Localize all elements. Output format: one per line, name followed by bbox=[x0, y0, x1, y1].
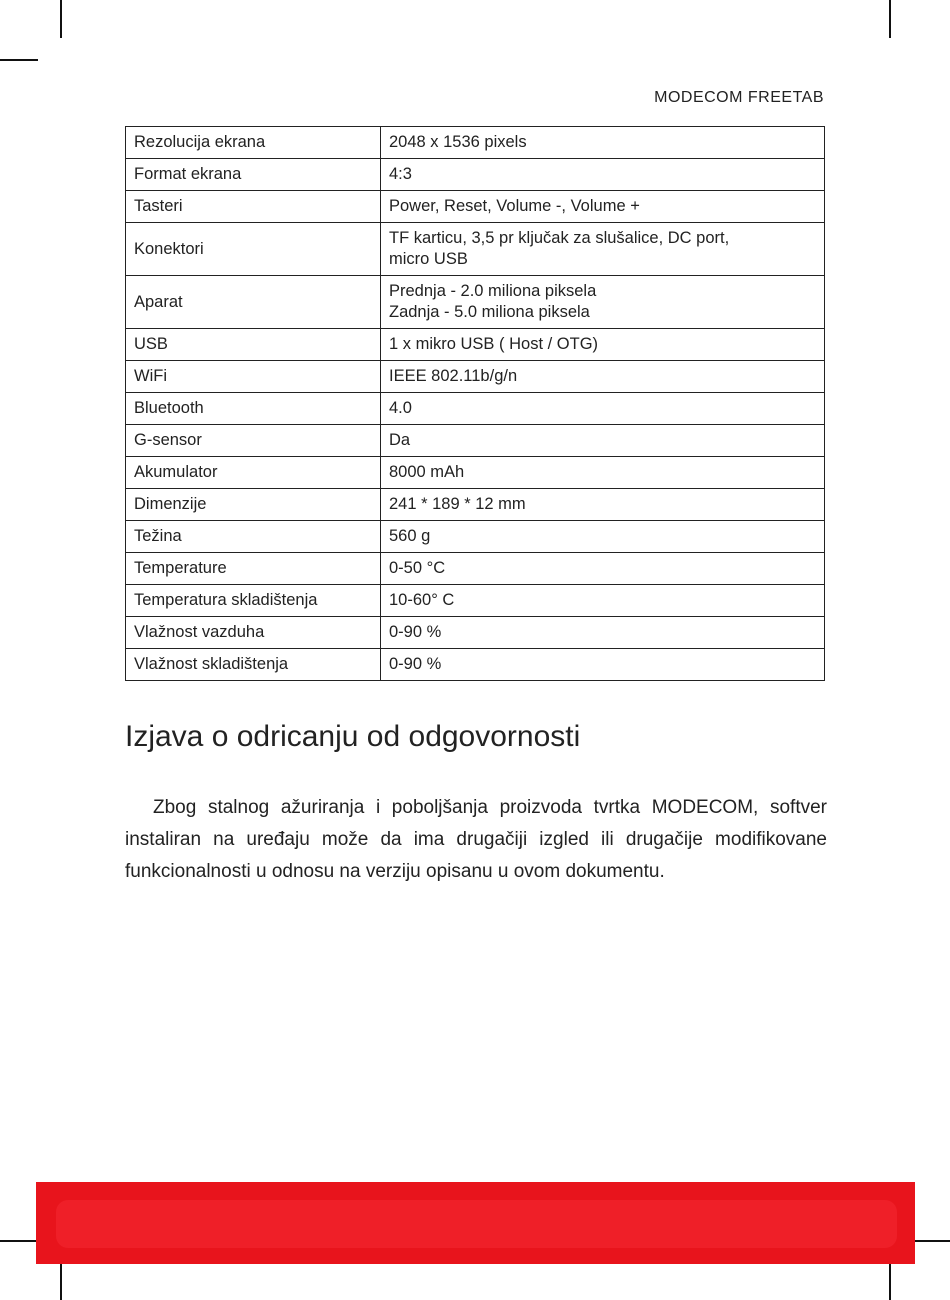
crop-mark bbox=[60, 0, 62, 38]
table-row bbox=[126, 159, 825, 191]
spec-key: Dimenzije bbox=[126, 489, 381, 521]
spec-key: Vlažnost skladištenja bbox=[126, 649, 381, 681]
spec-key: Težina bbox=[126, 521, 381, 553]
table-row bbox=[126, 489, 825, 521]
spec-key: Konektori bbox=[126, 223, 381, 276]
table-row bbox=[126, 553, 825, 585]
specs-table-body bbox=[126, 127, 825, 681]
table-row bbox=[126, 521, 825, 553]
spec-key: WiFi bbox=[126, 361, 381, 393]
spec-value-line: Zadnja - 5.0 miliona piksela bbox=[389, 303, 590, 321]
spec-key: Vlažnost vazduha bbox=[126, 617, 381, 649]
table-row bbox=[126, 393, 825, 425]
spec-value bbox=[381, 276, 825, 329]
crop-mark bbox=[889, 0, 891, 38]
footer-highlight bbox=[56, 1200, 897, 1248]
spec-key: Rezolucija ekrana bbox=[126, 127, 381, 159]
table-row bbox=[126, 276, 825, 329]
crop-mark bbox=[60, 1262, 62, 1300]
spec-value-line: TF karticu, 3,5 pr ključak za slušalice, DC port, bbox=[389, 229, 730, 247]
specs-table bbox=[125, 126, 825, 681]
spec-key: Bluetooth bbox=[126, 393, 381, 425]
spec-key: Temperatura skladištenja bbox=[126, 585, 381, 617]
disclaimer-title: Izjava o odricanju od odgovornosti bbox=[125, 720, 581, 753]
spec-value: 0-90 % bbox=[381, 649, 825, 681]
spec-key: Tasteri bbox=[126, 191, 381, 223]
table-row bbox=[126, 585, 825, 617]
spec-key: Temperature bbox=[126, 553, 381, 585]
table-row bbox=[126, 457, 825, 489]
table-row bbox=[126, 361, 825, 393]
spec-value: 10-60° C bbox=[381, 585, 825, 617]
table-row bbox=[126, 223, 825, 276]
spec-value: Power, Reset, Volume -, Volume + bbox=[381, 191, 825, 223]
spec-value-line: micro USB bbox=[389, 250, 468, 268]
table-row bbox=[126, 425, 825, 457]
spec-value: 1 x mikro USB ( Host / OTG) bbox=[381, 329, 825, 361]
spec-value: 0-90 % bbox=[381, 617, 825, 649]
spec-value bbox=[381, 223, 825, 276]
spec-value: IEEE 802.11b/g/n bbox=[381, 361, 825, 393]
crop-mark bbox=[0, 1240, 38, 1242]
table-row bbox=[126, 649, 825, 681]
table-row bbox=[126, 617, 825, 649]
disclaimer-body: Zbog stalnog ažuriranja i poboljšanja proizvoda tvrtka MODECOM, softver instaliran na uređaju može da ima drugačiji izgled ili drugačije modifikovane funkcionalnosti u odnosu na verziju opisanu u ovom dokumentu. bbox=[125, 797, 827, 882]
table-row bbox=[126, 329, 825, 361]
crop-mark bbox=[0, 59, 38, 61]
spec-value: 0-50 °C bbox=[381, 553, 825, 585]
spec-value: 4.0 bbox=[381, 393, 825, 425]
footer-bar bbox=[36, 1182, 915, 1264]
crop-mark bbox=[889, 1262, 891, 1300]
spec-value: 8000 mAh bbox=[381, 457, 825, 489]
spec-value-line: Prednja - 2.0 miliona piksela bbox=[389, 282, 597, 300]
spec-key: Format ekrana bbox=[126, 159, 381, 191]
spec-value: 560 g bbox=[381, 521, 825, 553]
spec-key: G-sensor bbox=[126, 425, 381, 457]
spec-value: Da bbox=[381, 425, 825, 457]
spec-value: 4:3 bbox=[381, 159, 825, 191]
spec-key: USB bbox=[126, 329, 381, 361]
table-row bbox=[126, 127, 825, 159]
spec-key: Akumulator bbox=[126, 457, 381, 489]
spec-value: 2048 x 1536 pixels bbox=[381, 127, 825, 159]
spec-key: Aparat bbox=[126, 276, 381, 329]
crop-mark bbox=[912, 1240, 950, 1242]
header-title: MODECOM FREETAB bbox=[654, 89, 824, 106]
table-row bbox=[126, 191, 825, 223]
spec-value: 241 * 189 * 12 mm bbox=[381, 489, 825, 521]
